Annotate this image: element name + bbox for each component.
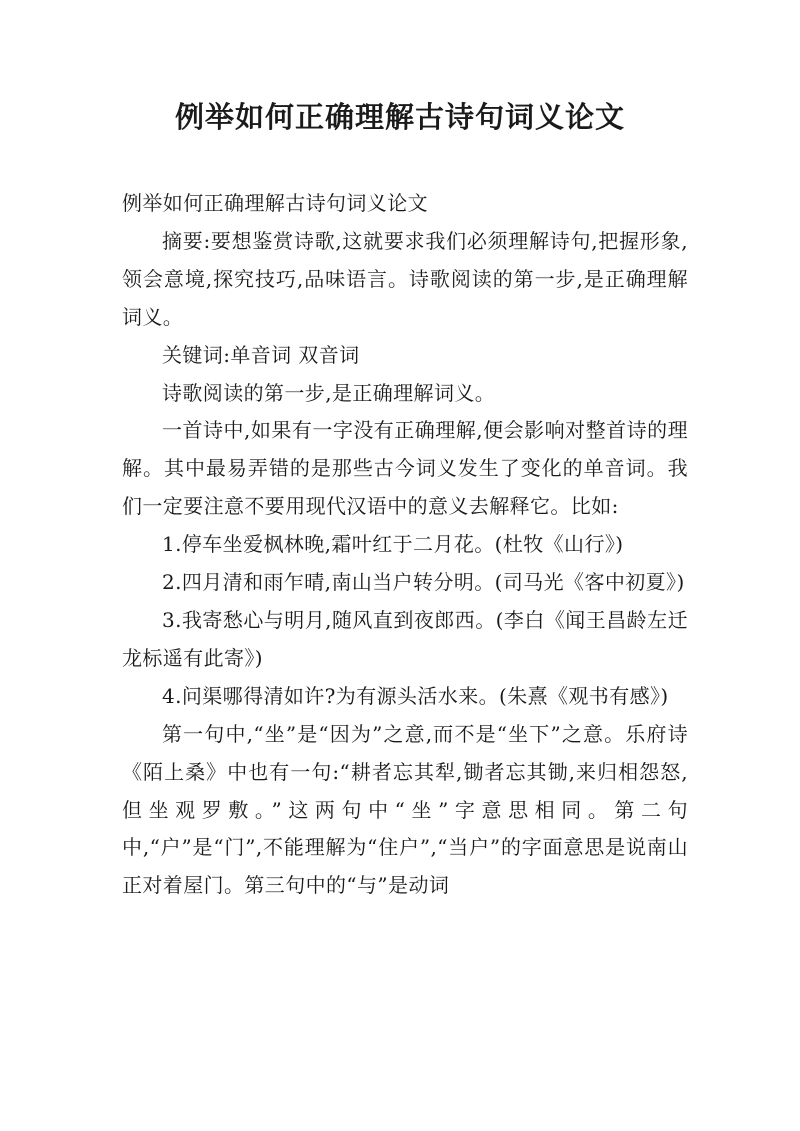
paragraph: 诗歌阅读的第一步,是正确理解词义。: [162, 380, 496, 405]
poem-example-1: 1.停车坐爱枫林晚,霜叶红于二月花。(杜牧《山行》): [162, 532, 624, 557]
poem-example-4: 4.问渠哪得清如许?为有源头活水来。(朱熹《观书有感》): [162, 683, 669, 708]
poem-example-3: 3.我寄愁心与明月,随风直到夜郎西。(李白《闻王昌龄左迁龙标遥有此寄》): [122, 607, 688, 670]
poem-example-2: 2.四月清和雨乍晴,南山当户转分明。(司马光《客中初夏》): [162, 570, 685, 595]
paragraph-abstract: 摘要:要想鉴赏诗歌,这就要求我们必须理解诗句,把握形象,领会意境,探究技巧,品味语言。诗歌阅读的第一步,是正确理解词义。: [122, 228, 688, 329]
document-title: 例举如何正确理解古诗句词义论文: [174, 100, 625, 134]
document-body: [122, 185, 688, 905]
paragraph-keywords: 关键词:单音词 双音词: [162, 342, 360, 367]
paragraph-heading: 例举如何正确理解古诗句词义论文: [122, 191, 428, 215]
paragraph-explanation: 第一句中,“坐”是“因为”之意,而不是“坐下”之意。乐府诗《陌上桑》中也有一句:“耕者忘其犁,锄者忘其锄,来归相怨怒,但坐观罗敷。”这两句中“坐”字意思相同。第二句中,“户”是“门”,不能理解为“住户”,“当户”的字面意思是说南山正对着屋门。第三句中的“与”是动词: [122, 721, 688, 898]
paragraph: 一首诗中,如果有一字没有正确理解,便会影响对整首诗的理解。其中最易弄错的是那些古今词义发生了变化的单音词。我们一定要注意不要用现代汉语中的意义去解释它。比如:: [122, 418, 688, 519]
